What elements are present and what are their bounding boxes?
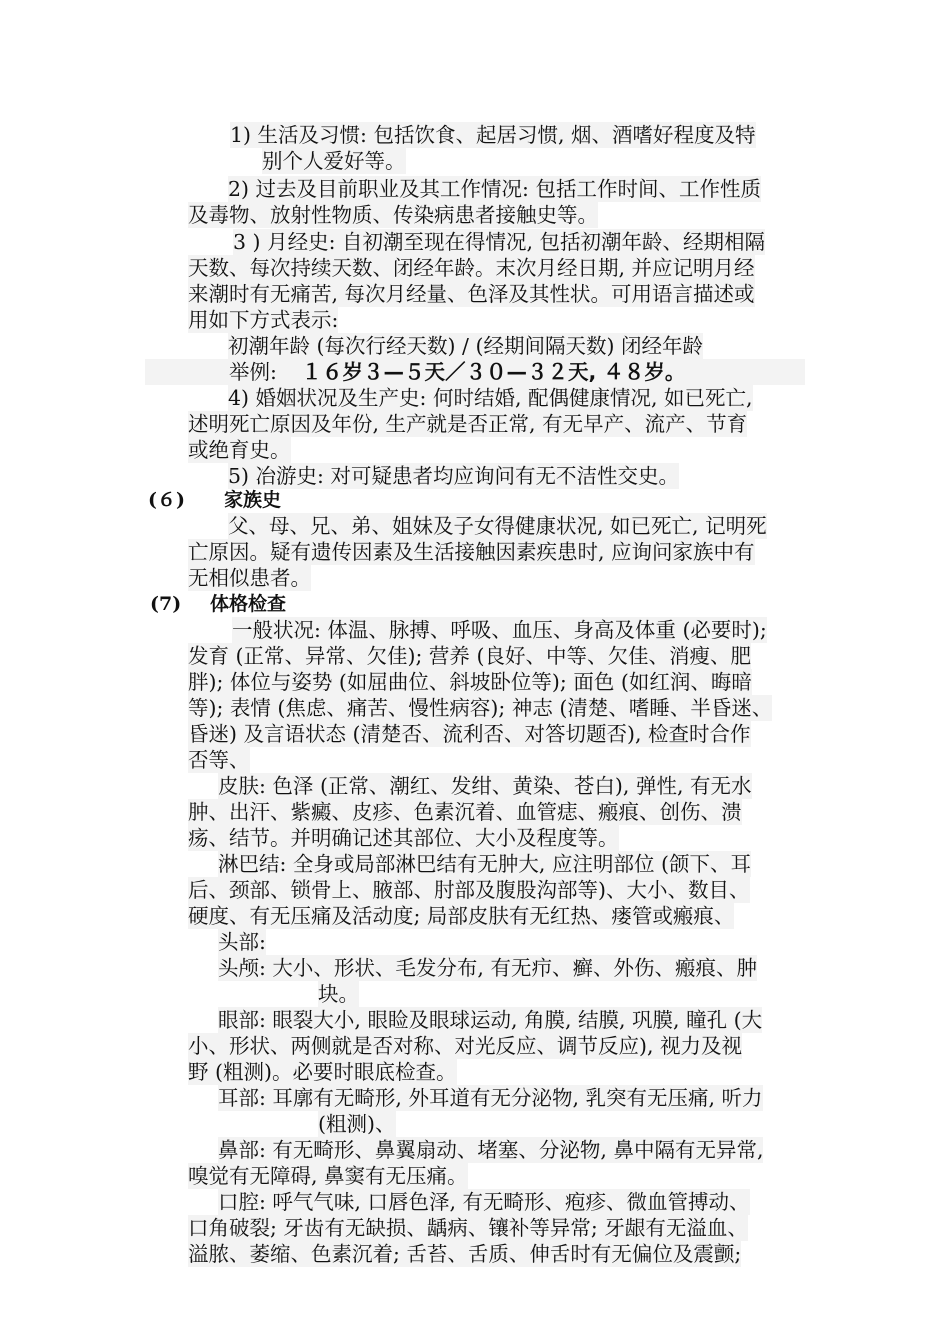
paragraph-line: 眼部: 眼裂大小, 眼睑及眼球运动, 角膜, 结膜, 巩膜, 瞳孔 (大 <box>218 1008 763 1032</box>
paragraph-line: 疡、结节。并明确记述其部位、大小及程度等。 <box>188 826 619 850</box>
paragraph-line: 头颅: 大小、形状、毛发分布, 有无疖、癣、外伤、瘢痕、肿 <box>218 956 757 980</box>
paragraph-line: 昏迷) 及言语状态 (清楚否、流利否、对答切题否), 检查时合作 <box>188 722 751 746</box>
paragraph-line: 嗅觉有无障碍, 鼻窦有无压痛。 <box>188 1164 468 1188</box>
paragraph-line: 耳部: 耳廓有无畸形, 外耳道有无分泌物, 乳突有无压痛, 听力 <box>218 1086 763 1110</box>
paragraph-line: 及毒物、放射性物质、传染病患者接触史等。 <box>188 203 598 227</box>
paragraph-line: 胖); 体位与姿势 (如屈曲位、斜坡卧位等); 面色 (如红润、晦暗 <box>188 670 752 694</box>
paragraph-line: 或绝育史。 <box>188 438 291 462</box>
paragraph-line: 皮肤: 色泽 (正常、潮红、发绀、黄染、苍白), 弹性, 有无水 <box>218 774 752 798</box>
paragraph-line: 否等、 <box>188 748 250 772</box>
paragraph-line: 肿、出汗、紫癜、皮疹、色素沉着、血管痣、瘢痕、创伤、溃 <box>188 800 742 824</box>
section-number: (６) <box>148 489 185 511</box>
paragraph-line: 用如下方式表示: <box>188 308 339 332</box>
paragraph-line: 3 ) 月经史: 自初潮至现在得情况, 包括初潮年龄、经期相隔 <box>233 230 766 254</box>
paragraph-line: 口角破裂; 牙齿有无缺损、龋病、镶补等异常; 牙龈有无溢血、 <box>188 1216 748 1240</box>
paragraph-line: 后、颈部、锁骨上、腋部、肘部及腹股沟部等)、大小、数目、 <box>188 878 750 902</box>
paragraph-line: 鼻部: 有无畸形、鼻翼扇动、堵塞、分泌物, 鼻中隔有无异常, <box>218 1138 764 1162</box>
paragraph-line: 1) 生活及习惯: 包括饮食、起居习惯, 烟、酒嗜好程度及特 <box>230 123 756 147</box>
paragraph-line: 2) 过去及目前职业及其工作情况: 包括工作时间、工作性质 <box>228 177 761 201</box>
paragraph-line: 亡原因。疑有遗传因素及生活接触因素疾患时, 应询问家族中有 <box>188 540 755 564</box>
paragraph-line: 淋巴结: 全身或局部淋巴结有无肿大, 应注明部位 (颌下、耳 <box>218 852 751 876</box>
paragraph-line: 5) 冶游史: 对可疑患者均应询问有无不洁性交史。 <box>228 464 679 488</box>
paragraph-line: 硬度、有无压痛及活动度; 局部皮肤有无红热、瘘管或瘢痕、 <box>188 904 735 928</box>
paragraph-line: 小、形状、两侧就是否对称、对光反应、调节反应), 视力及视 <box>188 1034 743 1058</box>
paragraph-line: 初潮年龄 (每次行经天数) / (经期间隔天数) 闭经年龄 <box>228 334 703 358</box>
section-title: 家族史 <box>224 489 282 511</box>
paragraph-line: 天数、每次持续天数、闭经年龄。末次月经日期, 并应记明月经 <box>188 256 755 280</box>
paragraph-line: 父、母、兄、弟、姐妹及子女得健康状况, 如已死亡, 记明死 <box>228 514 767 538</box>
paragraph-line: 无相似患者。 <box>188 566 311 590</box>
paragraph-line: 别个人爱好等。 <box>262 149 406 173</box>
paragraph-line: 野 (粗测)。必要时眼底检查。 <box>188 1060 457 1084</box>
example-label: 举例: <box>229 360 277 384</box>
paragraph-line: 一般状况: 体温、脉搏、呼吸、血压、身高及体重 (必要时); <box>232 618 767 642</box>
paragraph-line: 溢脓、萎缩、色素沉着; 舌苔、舌质、伸舌时有无偏位及震颤; <box>188 1242 742 1266</box>
example-value: １６岁３—５天／３０—３２天, ４８岁。 <box>301 360 686 384</box>
paragraph-line: 块。 <box>318 982 359 1006</box>
paragraph-line: 头部: <box>218 930 266 954</box>
paragraph-line: 发育 (正常、异常、欠佳); 营养 (良好、中等、欠佳、消瘦、肥 <box>188 644 751 668</box>
section-title: 体格检查 <box>210 593 287 615</box>
paragraph-line: 来潮时有无痛苦, 每次月经量、色泽及其性状。可用语言描述或 <box>188 282 755 306</box>
paragraph-line: 4) 婚姻状况及生产史: 何时结婚, 配偶健康情况, 如已死亡, <box>228 386 753 410</box>
paragraph-line: (粗测)、 <box>318 1112 396 1136</box>
example-line <box>145 359 805 385</box>
paragraph-line: 述明死亡原因及年份, 生产就是否正常, 有无早产、流产、节育 <box>188 412 748 436</box>
paragraph-line: 口腔: 呼气气味, 口唇色泽, 有无畸形、疱疹、微血管搏动、 <box>218 1190 750 1214</box>
section-number: (7) <box>150 593 182 615</box>
paragraph-line: 等); 表情 (焦虑、痛苦、慢性病容); 神志 (清楚、嗜睡、半昏迷、 <box>188 696 773 720</box>
